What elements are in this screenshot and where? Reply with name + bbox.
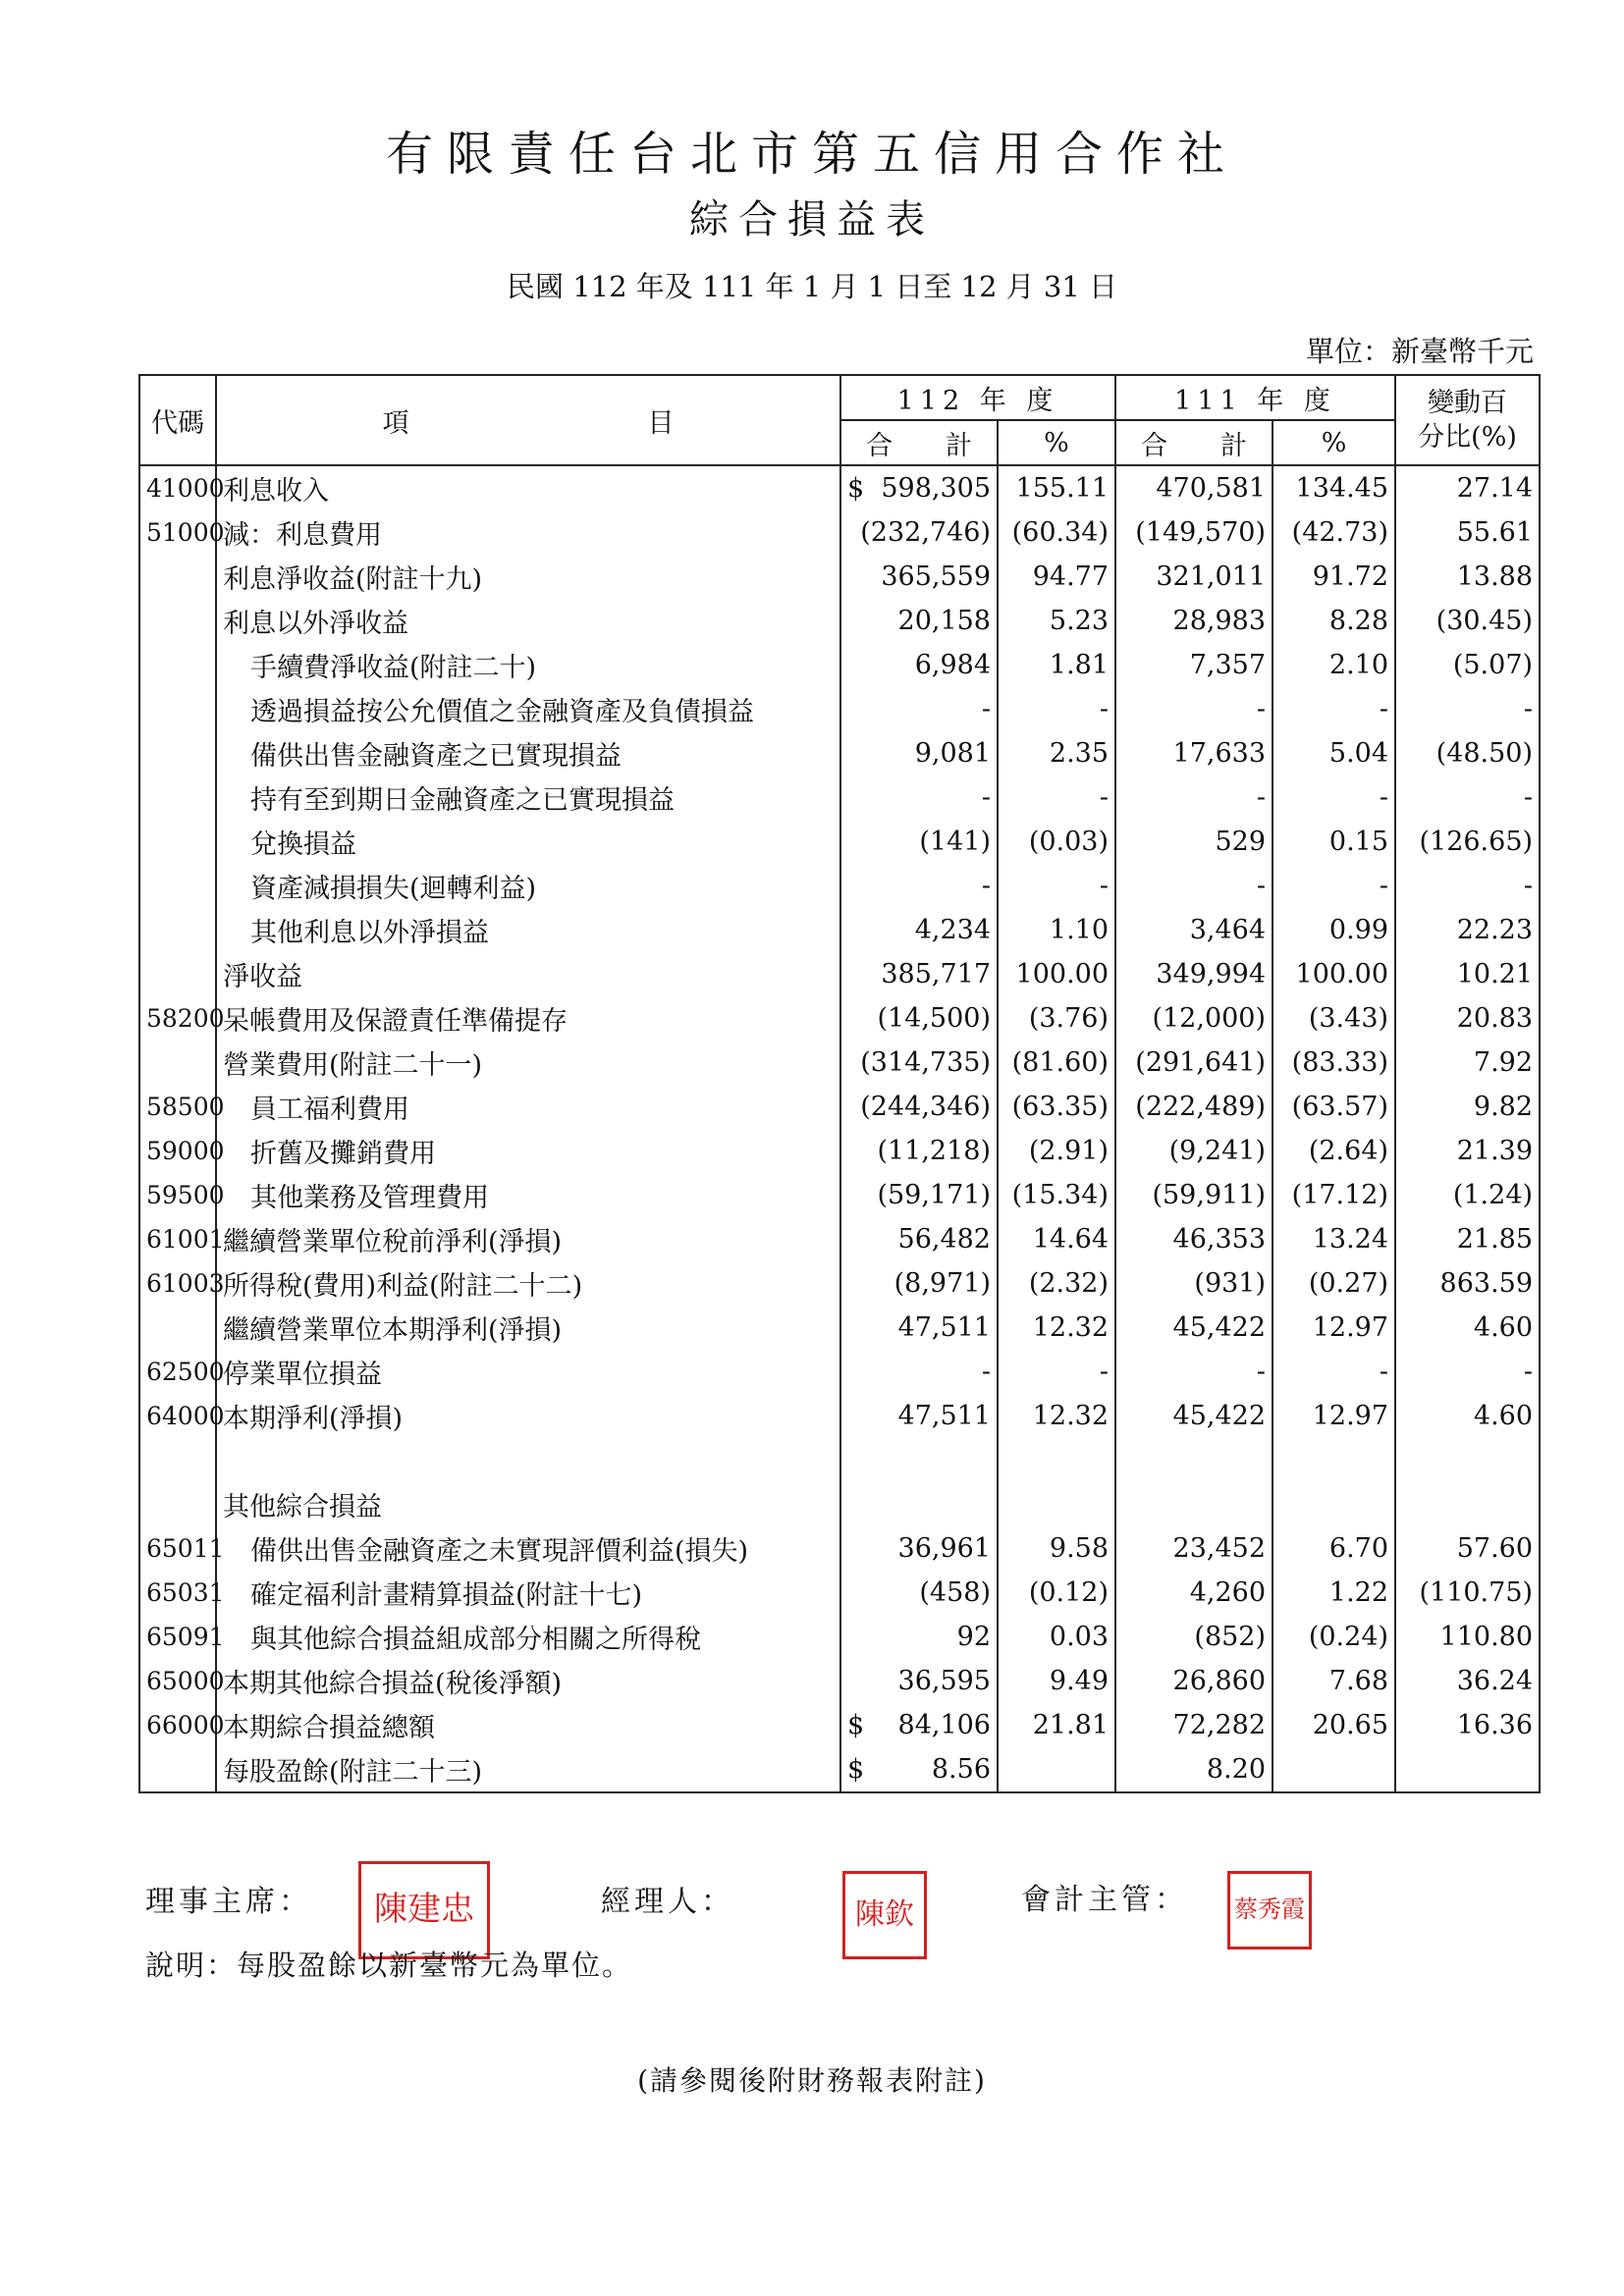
table-row	[139, 1173, 1540, 1217]
row-amount-111: 349,994	[1115, 952, 1272, 996]
amount-value: (14,500)	[877, 1003, 991, 1034]
row-code	[139, 1041, 216, 1085]
row-percent-111: 20.65	[1272, 1703, 1395, 1747]
table-row	[139, 996, 1540, 1041]
row-amount-111: 470,581	[1115, 465, 1272, 510]
row-amount-112	[840, 1526, 998, 1571]
row-item: 兌換損益	[216, 820, 840, 864]
table-row	[139, 1261, 1540, 1306]
row-percent-111: (0.24)	[1272, 1615, 1395, 1659]
row-amount-112	[840, 1482, 998, 1526]
row-code: 59000	[139, 1129, 216, 1173]
row-percent-112: (60.34)	[998, 510, 1115, 555]
row-amount-112	[840, 952, 998, 996]
spacer-cell	[1272, 1438, 1395, 1482]
row-percent-112: -	[998, 687, 1115, 731]
table-row	[139, 1217, 1540, 1261]
row-item: 其他利息以外淨損益	[216, 908, 840, 952]
row-change: (1.24)	[1395, 1173, 1540, 1217]
currency-symbol: $	[847, 473, 865, 504]
table-row	[139, 1438, 1540, 1482]
amount-value: 6,984	[914, 650, 991, 680]
row-percent-112: 0.03	[998, 1615, 1115, 1659]
amount-value: -	[981, 782, 991, 813]
row-code: 66000	[139, 1703, 216, 1747]
row-item: 備供出售金融資產之已實現損益	[216, 731, 840, 775]
row-amount-112	[840, 864, 998, 908]
row-change: (5.07)	[1395, 643, 1540, 687]
spacer-cell	[998, 1438, 1115, 1482]
row-item: 手續費淨收益(附註二十)	[216, 643, 840, 687]
row-amount-111: 4,260	[1115, 1571, 1272, 1615]
table-row	[139, 820, 1540, 864]
table-row	[139, 1306, 1540, 1350]
row-change: 16.36	[1395, 1703, 1540, 1747]
row-amount-112	[840, 1659, 998, 1703]
row-percent-112: 94.77	[998, 555, 1115, 599]
row-change: -	[1395, 687, 1540, 731]
row-percent-112: -	[998, 1350, 1115, 1394]
row-amount-112	[840, 1085, 998, 1129]
row-item: 利息收入	[216, 465, 840, 510]
row-amount-111: (291,641)	[1115, 1041, 1272, 1085]
table-row	[139, 864, 1540, 908]
amount-value: 9,081	[914, 738, 991, 769]
amount-value: 92	[956, 1622, 991, 1652]
table-row	[139, 1482, 1540, 1526]
table-row	[139, 1129, 1540, 1173]
eps-note: 說明：每股盈餘以新臺幣元為單位。	[145, 1949, 633, 1982]
row-change	[1395, 1482, 1540, 1526]
table-row	[139, 1703, 1540, 1747]
row-amount-111: (852)	[1115, 1615, 1272, 1659]
row-amount-111	[1115, 1482, 1272, 1526]
row-code: 58500	[139, 1085, 216, 1129]
row-change: 13.88	[1395, 555, 1540, 599]
row-change: -	[1395, 864, 1540, 908]
row-percent-111: 2.10	[1272, 643, 1395, 687]
row-code: 51000	[139, 510, 216, 555]
amount-value: (8,971)	[893, 1268, 991, 1299]
row-amount-111: 23,452	[1115, 1526, 1272, 1571]
row-item: 透過損益按公允價值之金融資產及負債損益	[216, 687, 840, 731]
amount-value: 36,595	[897, 1666, 991, 1696]
row-percent-112: (2.91)	[998, 1129, 1115, 1173]
row-amount-112	[840, 1571, 998, 1615]
table-row	[139, 1394, 1540, 1438]
amount-value: (232,746)	[860, 517, 991, 548]
spacer-cell	[1395, 1438, 1540, 1482]
row-amount-112	[840, 1350, 998, 1394]
row-percent-111: -	[1272, 864, 1395, 908]
table-row	[139, 908, 1540, 952]
statement-title: 綜合損益表	[689, 197, 935, 242]
row-code: 65011	[139, 1526, 216, 1571]
row-item: 淨收益	[216, 952, 840, 996]
row-percent-112: (15.34)	[998, 1173, 1115, 1217]
row-code	[139, 820, 216, 864]
amount-value: (458)	[919, 1577, 991, 1608]
row-amount-112	[840, 1394, 998, 1438]
row-change: 21.85	[1395, 1217, 1540, 1261]
row-amount-111: (59,911)	[1115, 1173, 1272, 1217]
row-percent-112: 1.10	[998, 908, 1115, 952]
amount-value: 84,106	[897, 1710, 991, 1740]
table-row	[139, 643, 1540, 687]
row-percent-111: 1.22	[1272, 1571, 1395, 1615]
row-amount-111: 7,357	[1115, 643, 1272, 687]
row-percent-111: (2.64)	[1272, 1129, 1395, 1173]
row-item: 呆帳費用及保證責任準備提存	[216, 996, 840, 1041]
row-item: 本期綜合損益總額	[216, 1703, 840, 1747]
row-percent-112: -	[998, 864, 1115, 908]
amount-value: 4,234	[914, 915, 991, 945]
row-percent-112: (3.76)	[998, 996, 1115, 1041]
row-item: 利息以外淨收益	[216, 599, 840, 643]
row-percent-112: (0.03)	[998, 820, 1115, 864]
row-amount-111: 26,860	[1115, 1659, 1272, 1703]
row-percent-111: (17.12)	[1272, 1173, 1395, 1217]
row-amount-111: (9,241)	[1115, 1129, 1272, 1173]
table-row	[139, 1041, 1540, 1085]
row-amount-111: (12,000)	[1115, 996, 1272, 1041]
row-amount-112	[840, 1129, 998, 1173]
amount-value: 20,158	[897, 606, 991, 636]
income-statement-table	[138, 374, 1541, 1793]
row-percent-111: (0.27)	[1272, 1261, 1395, 1306]
amount-value: 8.56	[931, 1754, 991, 1785]
row-amount-111: (222,489)	[1115, 1085, 1272, 1129]
header-year-112: 112 年 度	[840, 375, 1115, 420]
row-code	[139, 1482, 216, 1526]
header-item: 項 目	[216, 375, 840, 465]
row-percent-112: 12.32	[998, 1306, 1115, 1350]
amount-value: 47,511	[897, 1401, 991, 1431]
row-code	[139, 599, 216, 643]
row-amount-111: 8.20	[1115, 1747, 1272, 1792]
spacer-cell	[139, 1438, 216, 1482]
amount-value: (244,346)	[860, 1092, 991, 1122]
row-percent-112: 100.00	[998, 952, 1115, 996]
row-item: 持有至到期日金融資產之已實現損益	[216, 775, 840, 820]
row-code: 41000	[139, 465, 216, 510]
row-percent-111: 7.68	[1272, 1659, 1395, 1703]
row-percent-112: 5.23	[998, 599, 1115, 643]
row-code	[139, 952, 216, 996]
table-row	[139, 1747, 1540, 1792]
row-percent-111: 5.04	[1272, 731, 1395, 775]
row-percent-111: -	[1272, 687, 1395, 731]
row-percent-112: 155.11	[998, 465, 1115, 510]
table-row	[139, 1571, 1540, 1615]
header-year-111: 111 年 度	[1115, 375, 1395, 420]
row-amount-112	[840, 820, 998, 864]
row-change: -	[1395, 1350, 1540, 1394]
row-change: (48.50)	[1395, 731, 1540, 775]
row-amount-111: 28,983	[1115, 599, 1272, 643]
table-row	[139, 555, 1540, 599]
amount-value: -	[981, 1357, 991, 1387]
row-percent-111: (42.73)	[1272, 510, 1395, 555]
row-code	[139, 908, 216, 952]
row-item: 每股盈餘(附註二十三)	[216, 1747, 840, 1792]
row-percent-111: 13.24	[1272, 1217, 1395, 1261]
row-percent-112: 1.81	[998, 643, 1115, 687]
row-change: 27.14	[1395, 465, 1540, 510]
spacer-cell	[840, 1438, 998, 1482]
row-code: 61001	[139, 1217, 216, 1261]
row-code: 59500	[139, 1173, 216, 1217]
row-amount-112	[840, 1703, 998, 1747]
spacer-cell	[1115, 1438, 1272, 1482]
table-row	[139, 1526, 1540, 1571]
row-change: 55.61	[1395, 510, 1540, 555]
row-item: 營業費用(附註二十一)	[216, 1041, 840, 1085]
amount-value: (141)	[919, 827, 991, 857]
row-percent-112: (2.32)	[998, 1261, 1115, 1306]
row-amount-111: 46,353	[1115, 1217, 1272, 1261]
row-percent-112: 14.64	[998, 1217, 1115, 1261]
row-amount-111: -	[1115, 1350, 1272, 1394]
row-change: 863.59	[1395, 1261, 1540, 1306]
row-change: (110.75)	[1395, 1571, 1540, 1615]
row-amount-111: 17,633	[1115, 731, 1272, 775]
row-code	[139, 731, 216, 775]
row-change: 36.24	[1395, 1659, 1540, 1703]
row-change: 4.60	[1395, 1394, 1540, 1438]
table-row	[139, 465, 1540, 510]
row-change: (126.65)	[1395, 820, 1540, 864]
row-item: 其他業務及管理費用	[216, 1173, 840, 1217]
row-item: 減：利息費用	[216, 510, 840, 555]
row-item: 所得稅(費用)利益(附註二十二)	[216, 1261, 840, 1306]
row-item: 折舊及攤銷費用	[216, 1129, 840, 1173]
row-amount-112	[840, 1217, 998, 1261]
row-amount-112	[840, 731, 998, 775]
amount-value: -	[981, 871, 991, 901]
row-percent-111: (3.43)	[1272, 996, 1395, 1041]
row-change: 10.21	[1395, 952, 1540, 996]
table-row	[139, 1659, 1540, 1703]
row-change: 4.60	[1395, 1306, 1540, 1350]
row-amount-112	[840, 996, 998, 1041]
row-code	[139, 1747, 216, 1792]
table-row	[139, 1350, 1540, 1394]
row-percent-111	[1272, 1747, 1395, 1792]
row-amount-111: -	[1115, 864, 1272, 908]
amount-value: 385,717	[881, 959, 991, 989]
accountant-seal: 蔡秀霞	[1227, 1871, 1312, 1949]
row-percent-112: 9.49	[998, 1659, 1115, 1703]
row-amount-112	[840, 510, 998, 555]
row-change: 22.23	[1395, 908, 1540, 952]
amount-value: -	[981, 694, 991, 724]
table-row	[139, 599, 1540, 643]
row-percent-111	[1272, 1482, 1395, 1526]
row-code: 62500	[139, 1350, 216, 1394]
row-code: 58200	[139, 996, 216, 1041]
row-code: 65031	[139, 1571, 216, 1615]
row-amount-111: 72,282	[1115, 1703, 1272, 1747]
header-code: 代碼	[139, 375, 216, 465]
row-item: 本期其他綜合損益(稅後淨額)	[216, 1659, 840, 1703]
row-change: 7.92	[1395, 1041, 1540, 1085]
footer-note: (請參閱後附財務報表附註)	[637, 2064, 987, 2097]
row-amount-111: 45,422	[1115, 1394, 1272, 1438]
row-change: 110.80	[1395, 1615, 1540, 1659]
row-percent-112: 9.58	[998, 1526, 1115, 1571]
row-amount-111: -	[1115, 775, 1272, 820]
row-change: -	[1395, 775, 1540, 820]
manager-label: 經理人：	[601, 1885, 734, 1919]
row-percent-111: (83.33)	[1272, 1041, 1395, 1085]
amount-value: 56,482	[897, 1224, 991, 1255]
row-percent-111: 0.99	[1272, 908, 1395, 952]
row-percent-112: (0.12)	[998, 1571, 1115, 1615]
row-percent-111: 8.28	[1272, 599, 1395, 643]
chairman-seal: 陳建忠	[358, 1861, 490, 1959]
row-amount-112	[840, 1747, 998, 1792]
row-amount-111: -	[1115, 687, 1272, 731]
accountant-label: 會計主管：	[1021, 1883, 1188, 1917]
header-percent-112: %	[998, 420, 1115, 465]
row-item: 繼續營業單位稅前淨利(淨損)	[216, 1217, 840, 1261]
row-percent-111: (63.57)	[1272, 1085, 1395, 1129]
row-amount-112	[840, 775, 998, 820]
row-code: 65091	[139, 1615, 216, 1659]
row-item: 本期淨利(淨損)	[216, 1394, 840, 1438]
row-amount-112	[840, 1306, 998, 1350]
currency-symbol: $	[847, 1754, 865, 1785]
row-percent-111: 12.97	[1272, 1394, 1395, 1438]
row-amount-111: 45,422	[1115, 1306, 1272, 1350]
header-change: 變動百 分比(%)	[1395, 375, 1540, 465]
spacer-cell	[216, 1438, 840, 1482]
chairman-label: 理事主席：	[145, 1885, 312, 1919]
row-item: 與其他綜合損益組成部分相關之所得稅	[216, 1615, 840, 1659]
table-row	[139, 687, 1540, 731]
manager-seal: 陳欽	[842, 1871, 927, 1959]
row-amount-112	[840, 1173, 998, 1217]
currency-symbol: $	[847, 1710, 865, 1740]
row-change: (30.45)	[1395, 599, 1540, 643]
row-code	[139, 687, 216, 731]
amount-value: 47,511	[897, 1312, 991, 1343]
row-code	[139, 555, 216, 599]
row-percent-111: 0.15	[1272, 820, 1395, 864]
row-code: 65000	[139, 1659, 216, 1703]
amount-value: 365,559	[881, 561, 991, 592]
row-change	[1395, 1747, 1540, 1792]
row-code	[139, 775, 216, 820]
amount-value: (314,735)	[860, 1047, 991, 1078]
row-amount-112	[840, 687, 998, 731]
statement-period: 民國 112 年及 111 年 1 月 1 日至 12 月 31 日	[506, 270, 1118, 303]
row-item: 利息淨收益(附註十九)	[216, 555, 840, 599]
row-amount-112	[840, 1261, 998, 1306]
row-amount-112	[840, 465, 998, 510]
row-percent-112: 21.81	[998, 1703, 1115, 1747]
row-percent-111: -	[1272, 775, 1395, 820]
table-row	[139, 775, 1540, 820]
row-amount-111: 321,011	[1115, 555, 1272, 599]
row-amount-111: (149,570)	[1115, 510, 1272, 555]
row-percent-111: 6.70	[1272, 1526, 1395, 1571]
amount-value: 36,961	[897, 1533, 991, 1564]
row-code: 64000	[139, 1394, 216, 1438]
row-item: 資產減損損失(迴轉利益)	[216, 864, 840, 908]
row-code	[139, 864, 216, 908]
row-percent-112: -	[998, 775, 1115, 820]
row-percent-111: 91.72	[1272, 555, 1395, 599]
row-item: 其他綜合損益	[216, 1482, 840, 1526]
row-amount-112	[840, 1041, 998, 1085]
row-percent-112: 2.35	[998, 731, 1115, 775]
amount-value: (11,218)	[877, 1136, 991, 1166]
header-percent-111: %	[1272, 420, 1395, 465]
row-change: 57.60	[1395, 1526, 1540, 1571]
row-percent-111: 100.00	[1272, 952, 1395, 996]
row-code	[139, 1306, 216, 1350]
row-change: 20.83	[1395, 996, 1540, 1041]
table-row	[139, 1615, 1540, 1659]
row-amount-111: 529	[1115, 820, 1272, 864]
row-change: 21.39	[1395, 1129, 1540, 1173]
amount-value: (59,171)	[877, 1180, 991, 1210]
table-row	[139, 731, 1540, 775]
row-amount-112	[840, 599, 998, 643]
amount-value: 598,305	[881, 473, 991, 504]
row-item: 備供出售金融資產之未實現評價利益(損失)	[216, 1526, 840, 1571]
row-change: 9.82	[1395, 1085, 1540, 1129]
row-percent-111: 134.45	[1272, 465, 1395, 510]
row-item: 繼續營業單位本期淨利(淨損)	[216, 1306, 840, 1350]
row-percent-112	[998, 1747, 1115, 1792]
statement-rows	[139, 465, 1540, 1792]
row-item: 員工福利費用	[216, 1085, 840, 1129]
row-amount-111: 3,464	[1115, 908, 1272, 952]
row-percent-112: (63.35)	[998, 1085, 1115, 1129]
table-row	[139, 952, 1540, 996]
row-amount-111: (931)	[1115, 1261, 1272, 1306]
row-code	[139, 643, 216, 687]
table-row	[139, 1085, 1540, 1129]
row-percent-112: 12.32	[998, 1394, 1115, 1438]
row-percent-112	[998, 1482, 1115, 1526]
table-row	[139, 510, 1540, 555]
row-item: 確定福利計畫精算損益(附註十七)	[216, 1571, 840, 1615]
header-amount-112: 合 計	[840, 420, 998, 465]
row-percent-111: 12.97	[1272, 1306, 1395, 1350]
row-amount-112	[840, 643, 998, 687]
row-percent-111: -	[1272, 1350, 1395, 1394]
row-amount-112	[840, 1615, 998, 1659]
header-amount-111: 合 計	[1115, 420, 1272, 465]
currency-unit: 單位：新臺幣千元	[1305, 335, 1534, 368]
row-amount-112	[840, 908, 998, 952]
company-name: 有限責任台北市第五信用合作社	[385, 127, 1238, 182]
row-code: 61003	[139, 1261, 216, 1306]
row-amount-112	[840, 555, 998, 599]
row-percent-112: (81.60)	[998, 1041, 1115, 1085]
row-item: 停業單位損益	[216, 1350, 840, 1394]
